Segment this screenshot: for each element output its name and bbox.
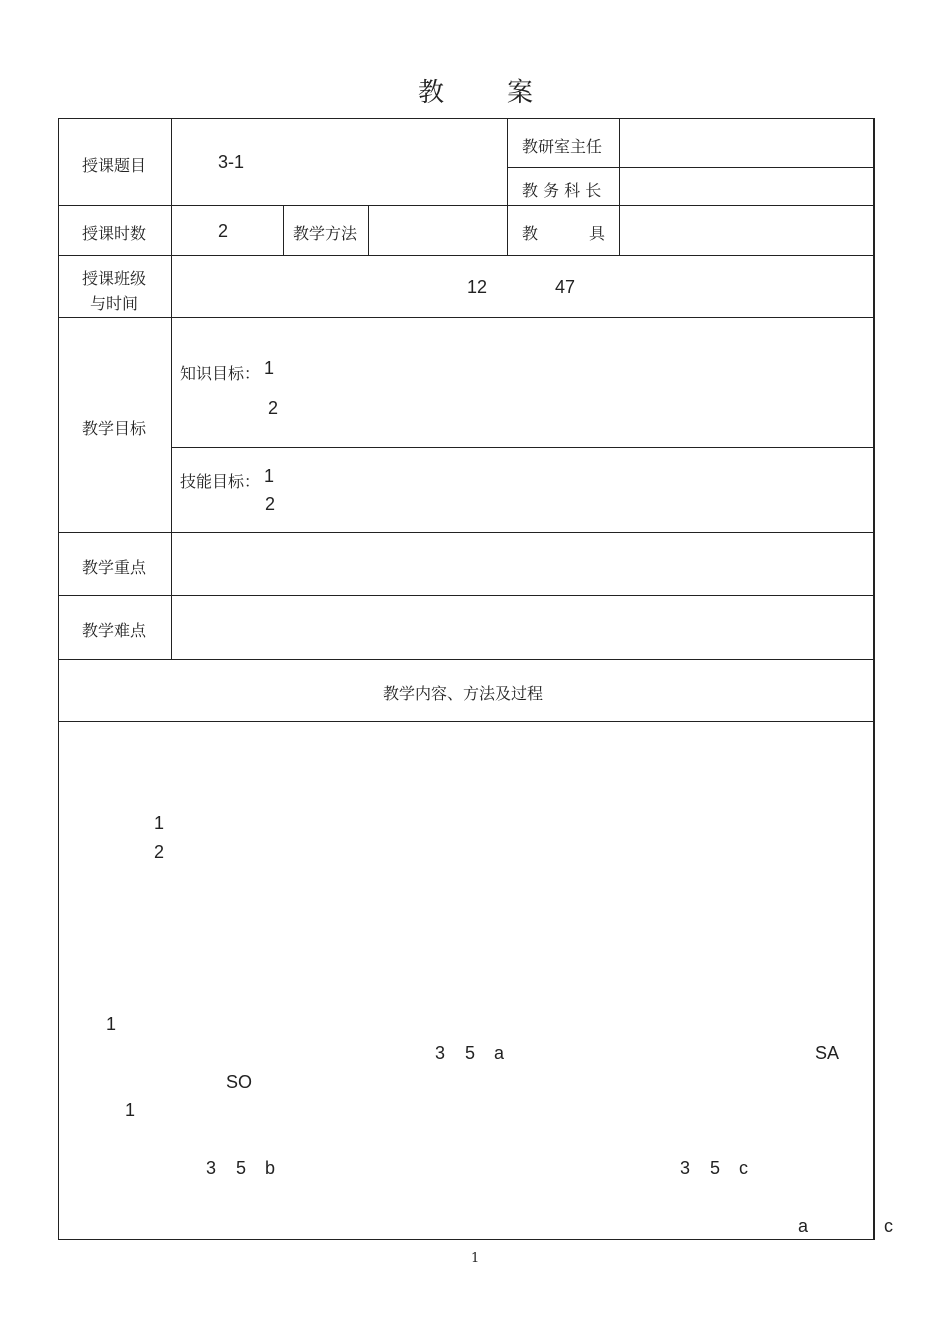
tools-label-a: 教 — [522, 224, 539, 243]
doc-title-right: 案 — [507, 78, 536, 108]
knowledge-label: 知识目标： — [180, 364, 261, 383]
skill-item-1: 1 — [264, 466, 275, 486]
process-fragment: 3 — [680, 1158, 691, 1178]
class-label-line1: 授课班级 — [82, 269, 147, 288]
hours-value: 2 — [218, 221, 229, 241]
focus-label: 教学重点 — [82, 558, 147, 577]
tools-label-b: 具 — [589, 224, 606, 243]
class-value-b: 47 — [555, 277, 576, 297]
process-fragment: 1 — [106, 1014, 117, 1034]
process-fragment: c — [884, 1216, 893, 1236]
process-fragment: 2 — [154, 842, 165, 862]
process-fragment: 5 — [236, 1158, 247, 1178]
objectives-label: 教学目标 — [82, 419, 147, 438]
process-fragment: a — [494, 1043, 505, 1063]
dean-label: 教 务 科 长 — [522, 181, 602, 200]
director-label: 教研室主任 — [522, 137, 603, 156]
process-fragment: 1 — [125, 1100, 136, 1120]
process-fragment: 5 — [710, 1158, 721, 1178]
skill-item-2: 2 — [265, 494, 276, 514]
topic-value: 3-1 — [218, 152, 245, 172]
skill-label: 技能目标： — [180, 472, 261, 491]
class-value-a: 12 — [467, 277, 488, 297]
process-fragment: SO — [226, 1072, 253, 1092]
process-fragment: 1 — [154, 813, 165, 833]
process-fragment: c — [739, 1158, 748, 1178]
page-number: 1 — [471, 1251, 480, 1266]
hours-label: 授课时数 — [82, 224, 147, 243]
process-fragment: 3 — [206, 1158, 217, 1178]
doc-title-left: 教 — [418, 78, 447, 108]
process-fragment: b — [265, 1158, 276, 1178]
knowledge-item-1: 1 — [264, 358, 275, 378]
process-heading: 教学内容、方法及过程 — [383, 684, 544, 703]
process-fragment: 3 — [435, 1043, 446, 1063]
topic-label: 授课题目 — [82, 156, 147, 175]
class-label-line2: 与时间 — [90, 294, 139, 313]
process-fragment: SA — [815, 1043, 840, 1063]
process-fragment: 5 — [465, 1043, 476, 1063]
knowledge-item-2: 2 — [268, 398, 279, 418]
method-label: 教学方法 — [293, 224, 358, 243]
difficulty-label: 教学难点 — [82, 621, 147, 640]
process-fragment: a — [798, 1216, 809, 1236]
